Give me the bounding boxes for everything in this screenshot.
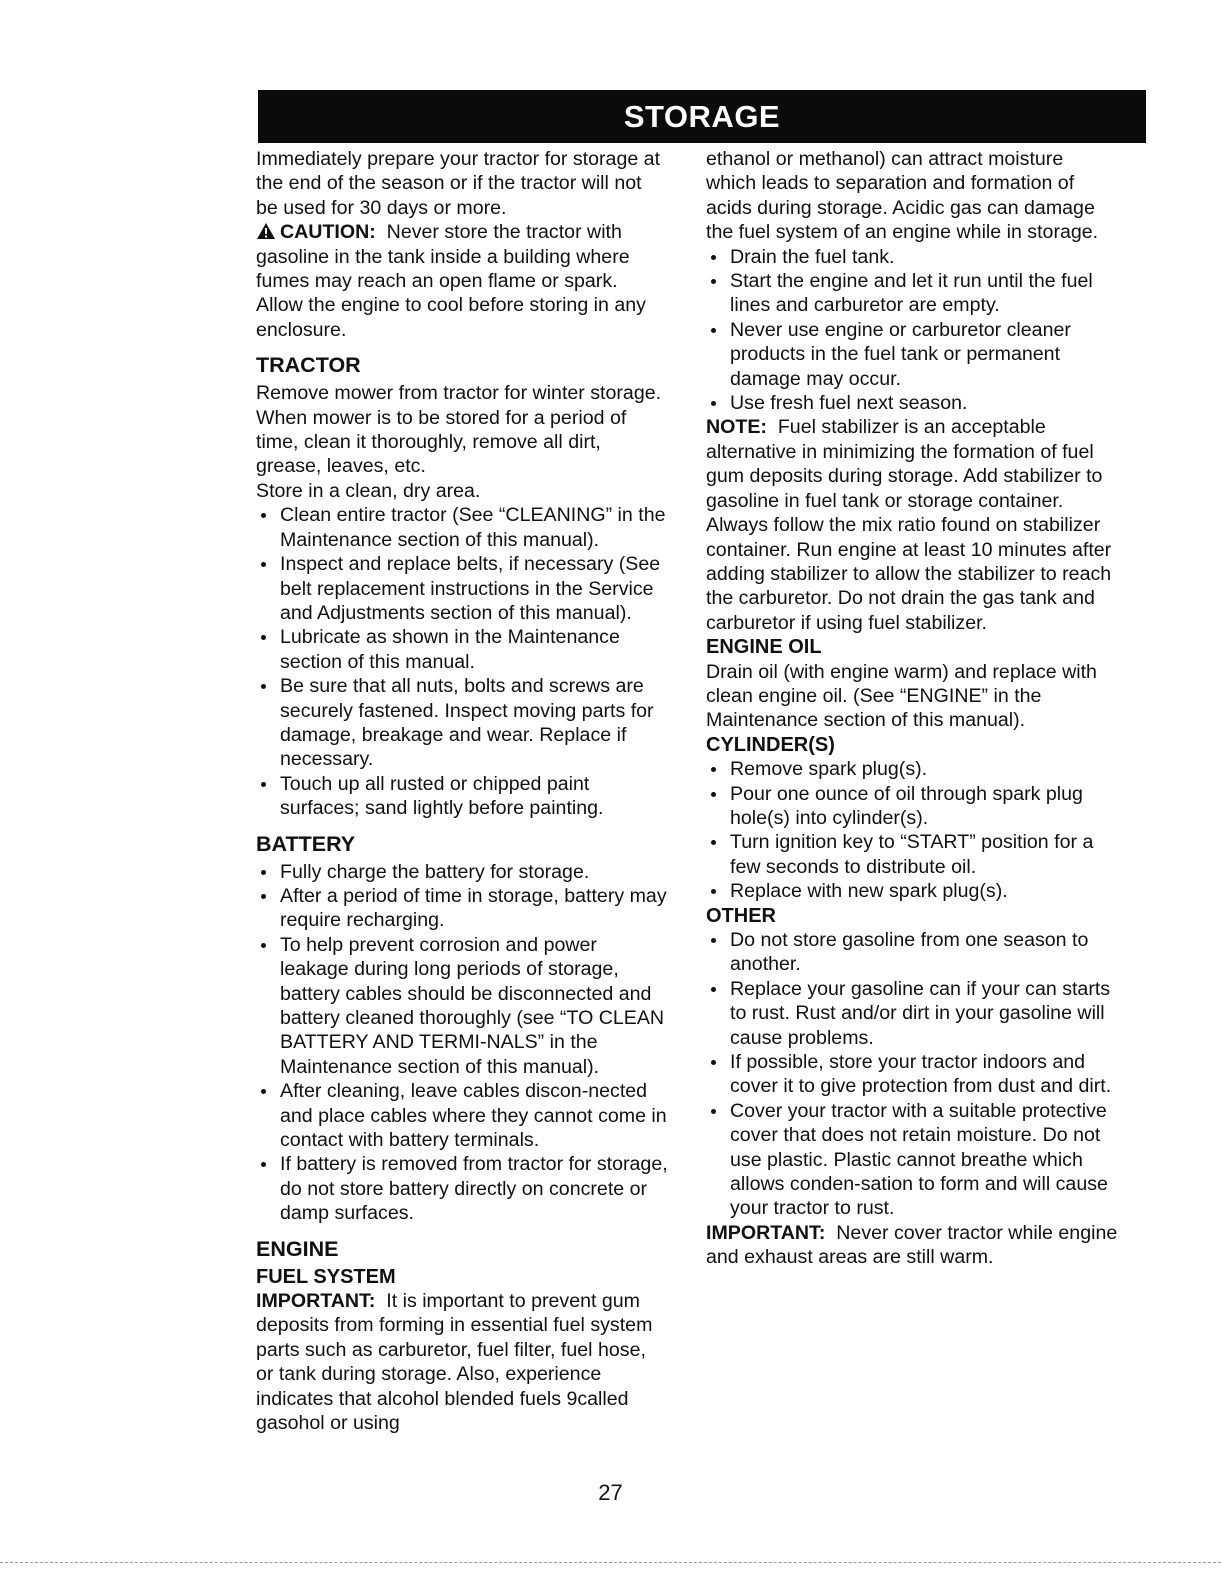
tractor-heading: TRACTOR [256,353,361,378]
list-item: Replace your gasoline can if your can starts to rust. Rust and/or dirt in your gasoline will cause problems. [706,977,1118,1050]
page-number: 27 [598,1480,623,1505]
fuel-system-paragraph-cont: ethanol or methanol) can attract moisture which leads to separation and formation of acids during storage. Acidic gas can damage the fuel system of an engine while in storage. [706,148,1099,244]
right-column [706,147,1118,1270]
left-column [256,147,668,1436]
list-item: Start the engine and let it run until the fuel lines and carburetor are empty. [706,269,1118,318]
important-label: IMPORTANT: [706,1221,826,1244]
tractor-list [256,503,668,820]
list-item: Remove spark plug(s). [706,757,1118,781]
fuel-system-heading: FUEL SYSTEM [256,1265,396,1288]
caution-paragraph [256,220,668,342]
list-item: Cover your tractor with a suitable protective cover that does not retain moisture. Do not use plastic. Plastic cannot breathe which allows conden-sation to form and will cause your tractor to rust. [706,1099,1118,1221]
list-item: After cleaning, leave cables discon-nected and place cables where they cannot come in contact with battery terminals. [256,1079,668,1152]
other-heading: OTHER [706,904,776,927]
fuel-system-paragraph [256,1289,668,1435]
list-item: Clean entire tractor (See “CLEANING” in the Maintenance section of this manual). [256,503,668,552]
important-paragraph [706,1221,1118,1270]
caution-label: CAUTION: [280,221,376,244]
list-item: If possible, store your tractor indoors and cover it to give protection from dust and dirt. [706,1050,1118,1099]
cylinders-heading: CYLINDER(S) [706,733,835,756]
fuel-system-text: It is important to prevent gum deposits from forming in essential fuel system parts such as carburetor, fuel filter, fuel hose, or tank during storage. Also, experience indicates that alcohol blended fuels 9called gasohol or using [256,1290,653,1435]
page-title: STORAGE [258,90,1146,143]
intro-paragraph: Immediately prepare your tractor for storage at the end of the season or if the tractor will not be used for 30 days or more. [256,148,661,219]
important-label: IMPORTANT: [256,1290,376,1313]
list-item: To help prevent corrosion and power leakage during long periods of storage, battery cables should be disconnected and battery cleaned thoroughly (see “TO CLEAN BATTERY AND TERMI-NALS” in the Maintenance section of this manual). [256,933,668,1079]
tractor-paragraph: Remove mower from tractor for winter storage. When mower is to be stored for a period of time, clean it thoroughly, remove all dirt, grease, leaves, etc. [256,382,662,478]
cylinders-list [706,757,1118,903]
bottom-divider [0,1562,1221,1563]
engine-heading: ENGINE [256,1236,339,1261]
engine-oil-heading: ENGINE OIL [706,636,822,659]
tractor-paragraph: Store in a clean, dry area. [256,479,481,502]
list-item: Turn ignition key to “START” position for a few seconds to distribute oil. [706,830,1118,879]
note-text: Fuel stabilizer is an acceptable alternative in minimizing the formation of fuel gum deposits during storage. Add stabilizer to gasoline in fuel tank or storage container. Always follow the mix ratio found on stabilizer container. Run engine at least 10 minutes after adding stabilizer to allow the stabilizer to reach the carburetor. Do not drain the gas tank and carburetor if using fuel stabilizer. [706,416,1112,634]
list-item: Do not store gasoline from one season to another. [706,928,1118,977]
important-text: Never cover tractor while engine and exhaust areas are still warm. [706,1221,1118,1269]
warning-triangle-icon [256,222,276,240]
caution-text: Never store the tractor with gasoline in the tank inside a building where fumes may reach an open flame or spark. Allow the engine to cool before storing in any enclosure. [256,221,646,341]
battery-heading: BATTERY [256,831,356,856]
battery-list [256,860,668,1226]
note-paragraph [706,415,1118,635]
list-item: Pour one ounce of oil through spark plug hole(s) into cylinder(s). [706,782,1118,831]
list-item: Never use engine or carburetor cleaner products in the fuel tank or permanent damage may occur. [706,318,1118,391]
engine-oil-paragraph: Drain oil (with engine warm) and replace with clean engine oil. (See “ENGINE” in the Maintenance section of this manual). [706,660,1097,732]
list-item: Inspect and replace belts, if necessary (See belt replacement instructions in the Service and Adjustments section of this manual). [256,552,668,625]
list-item: Touch up all rusted or chipped paint surfaces; sand lightly before painting. [256,772,668,821]
note-label: NOTE: [706,416,767,439]
list-item: After a period of time in storage, battery may require recharging. [256,884,668,933]
list-item: Be sure that all nuts, bolts and screws are securely fastened. Inspect moving parts for damage, breakage and wear. Replace if necessary. [256,674,668,772]
list-item: If battery is removed from tractor for storage, do not store battery directly on concrete or damp surfaces. [256,1152,668,1225]
list-item: Fully charge the battery for storage. [256,860,668,884]
list-item: Use fresh fuel next season. [706,391,1118,415]
list-item: Lubricate as shown in the Maintenance section of this manual. [256,625,668,674]
fuel-list [706,245,1118,416]
other-list [706,928,1118,1221]
list-item: Drain the fuel tank. [706,245,1118,269]
list-item: Replace with new spark plug(s). [706,879,1118,903]
